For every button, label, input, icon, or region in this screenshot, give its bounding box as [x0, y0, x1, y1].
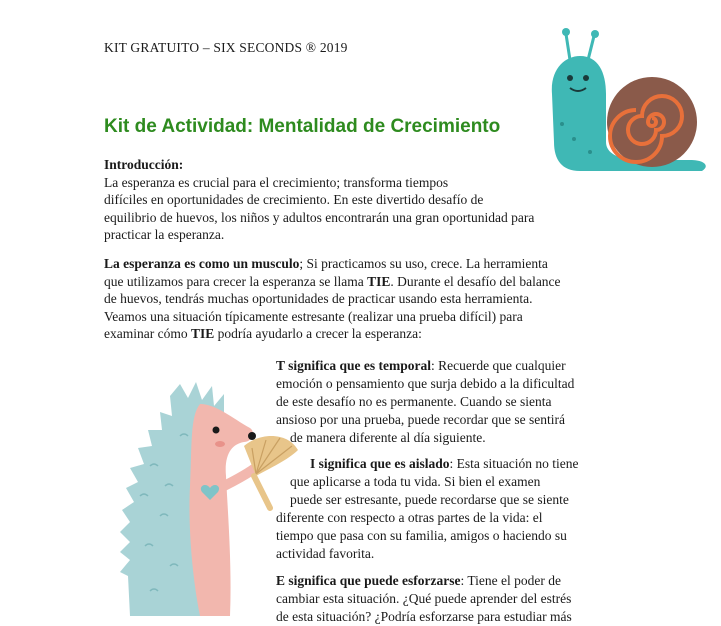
i-section-text: diferente con respecto a otras partes de la vida: el	[276, 510, 543, 525]
t-section-text: emoción o pensamiento que surja debido a la dificultad	[276, 376, 575, 391]
esperanza-lead: La esperanza es como un musculo	[104, 256, 300, 271]
t-section-text: de manera diferente al día siguiente.	[290, 430, 486, 445]
intro-line: practicar la esperanza.	[104, 227, 225, 242]
intro-paragraph	[104, 156, 574, 244]
esperanza-text: . Durante el desafío del balance	[390, 273, 561, 289]
esperanza-paragraph	[104, 255, 624, 343]
i-section-text: tiempo que pasa con su familia, amigos o haciendo su	[276, 528, 567, 543]
i-section-text: : Esta situación no tiene	[449, 456, 579, 471]
esperanza-text: que utilizamos para crecer la esperanza se llama	[104, 273, 368, 289]
e-section-text: : Tiene el poder de	[460, 573, 561, 588]
esperanza-text: podría ayudarlo a crecer la esperanza:	[214, 326, 422, 341]
e-section-text: de esta situación? ¿Podría esforzarse para estudiar más	[276, 609, 572, 624]
esperanza-text: examinar cómo	[104, 326, 191, 341]
i-section-text: puede ser estresante, puede recordarse que se siente	[290, 492, 569, 507]
t-section-text: ansioso por una prueba, puede recordar que se sentirá	[276, 412, 566, 427]
tie-term: TIE	[367, 273, 391, 289]
i-section	[276, 455, 621, 563]
e-section-heading: E significa que puede esforzarse	[276, 573, 461, 588]
kit-header-label: KIT GRATUITO – SIX SECONDS ® 2019	[104, 40, 348, 55]
t-section-text: : Recuerde que cualquier	[431, 358, 566, 373]
t-section-heading: T significa que es temporal	[276, 358, 431, 373]
i-section-text: que aplicarse a toda tu vida. Si bien el examen	[290, 474, 541, 489]
snail-illustration	[540, 24, 720, 174]
page-title: Kit de Actividad: Mentalidad de Crecimiento	[104, 116, 501, 137]
intro-line: equilibrio de huevos, los niños y adultos encontrarán una gran oportunidad para	[104, 209, 535, 225]
esperanza-text: de huevos, tendrás muchas oportunidades de practicar usando esta herramienta.	[104, 291, 533, 306]
e-section	[276, 572, 621, 626]
i-section-heading: I significa que es aislado	[310, 456, 450, 471]
esperanza-text: ; Si practicamos su uso, crece. La herramienta	[299, 256, 548, 271]
intro-line: La esperanza es crucial para el crecimiento; transforma tiempos	[104, 174, 449, 190]
e-section-text: cambiar esta situación. ¿Qué puede aprender del estrés	[276, 591, 572, 606]
intro-heading: Introducción:	[104, 157, 184, 172]
t-section	[276, 357, 616, 447]
intro-line: difíciles en oportunidades de crecimiento. En este divertido desafío de	[104, 192, 484, 207]
i-section-text: actividad favorita.	[276, 546, 375, 561]
esperanza-text: Veamos una situación típicamente estresante (realizar una prueba difícil) para	[104, 308, 523, 324]
tie-term: TIE	[190, 326, 215, 341]
t-section-text: de este desafío no es permanente. Cuando se sienta	[276, 394, 552, 409]
